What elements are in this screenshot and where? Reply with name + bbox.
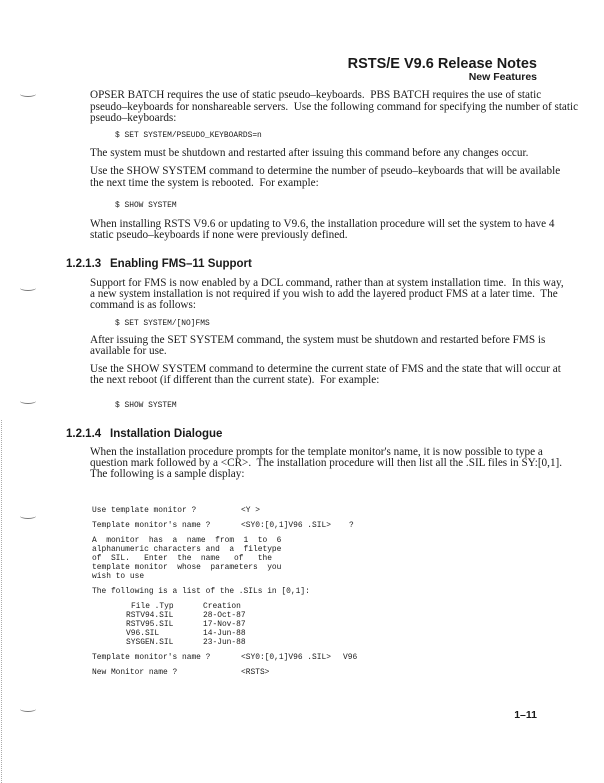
body-text: The system must be shutdown and restarted after issuing this command before any changes occur.: [90, 147, 529, 159]
dialog-answer: V96: [343, 653, 358, 662]
body-text: OPSER BATCH requires the use of static pseudo–keyboards. PBS BATCH requires the use of static: [90, 89, 542, 101]
body-text: question mark followed by a <CR>. The installation procedure will then list all the .SIL files in SY:[0,1].: [90, 457, 563, 469]
body-text: The following is a sample display:: [90, 468, 245, 480]
list-intro: The following is a list of the .SILs in [0,1]:: [92, 587, 310, 596]
binder-hole-mark: [20, 285, 36, 291]
dialog-prompt: Template monitor's name ?: [92, 521, 211, 530]
running-header-subtitle: New Features: [468, 71, 537, 83]
table-cell: 23-Jun-88: [203, 638, 246, 647]
help-text: wish to use: [92, 572, 145, 581]
help-text: alphanumeric characters and a filetype: [92, 545, 282, 554]
table-cell: V96.SIL: [126, 629, 160, 638]
table-header: File .Typ: [131, 602, 174, 611]
binder-hole-mark: [20, 91, 36, 97]
help-text: template monitor whose parameters you: [92, 563, 282, 572]
body-text: After issuing the SET SYSTEM command, the system must be shutdown and restarted before FMS is: [90, 334, 546, 346]
section-heading: Enabling FMS–11 Support: [110, 258, 252, 270]
binder-hole-mark: [20, 706, 36, 712]
help-text: A monitor has a name from 1 to 6: [92, 536, 282, 545]
body-text: pseudo–keyboards for nonshareable servers. Use the following command for specifying the number of static: [90, 101, 579, 113]
dialog-default: <RSTS>: [241, 668, 270, 677]
body-text: Use the SHOW SYSTEM command to determine the current state of FMS and the state that will occur at: [90, 363, 561, 375]
body-text: the next time the system is rebooted. For example:: [90, 177, 319, 189]
body-text: When the installation procedure prompts for the template monitor's name, it is now possible to type a: [90, 446, 543, 458]
page-edge: [1, 420, 2, 783]
body-text: available for use.: [90, 345, 167, 357]
table-cell: SYSGEN.SIL: [126, 638, 174, 647]
running-header-title: RSTS/E V9.6 Release Notes: [347, 56, 537, 72]
section-number: 1.2.1.4: [66, 428, 102, 440]
body-text: command is as follows:: [90, 299, 196, 311]
table-cell: 17-Nov-87: [203, 620, 246, 629]
body-text: When installing RSTS V9.6 or updating to V9.6, the installation procedure will set the system to have 4: [90, 218, 555, 230]
dialog-prompt: Template monitor's name ?: [92, 653, 211, 662]
page-number: 1–11: [514, 709, 537, 721]
body-text: pseudo–keyboards:: [90, 112, 177, 124]
table-cell: 14-Jun-88: [203, 629, 246, 638]
body-text: Use the SHOW SYSTEM command to determine the number of pseudo–keyboards that will be available: [90, 165, 561, 177]
table-cell: RSTV94.SIL: [126, 611, 174, 620]
dialog-default: <SY0:[0,1]V96 .SIL>: [241, 653, 331, 662]
table-header: Creation: [203, 602, 241, 611]
command-example: $ SHOW SYSTEM: [115, 201, 177, 210]
dialog-prompt: New Monitor name ?: [92, 668, 178, 677]
body-text: the next reboot (if different than the current state). For example:: [90, 374, 380, 386]
command-example: $ SET SYSTEM/[NO]FMS: [115, 319, 210, 328]
binder-hole-mark: [20, 398, 36, 404]
body-text: Support for FMS is now enabled by a DCL command, rather than at system installation time. In this way,: [90, 277, 564, 289]
body-text: a new system installation is not required if you wish to add the layered product FMS at a later time. The: [90, 288, 558, 300]
dialog-default: <Y >: [241, 506, 260, 515]
table-cell: 28-Oct-87: [203, 611, 246, 620]
table-cell: RSTV95.SIL: [126, 620, 174, 629]
dialog-prompt: Use template monitor ?: [92, 506, 197, 515]
body-text: static pseudo–keyboards if none were previously defined.: [90, 229, 348, 241]
help-text: of SIL. Enter the name of the: [92, 554, 272, 563]
section-heading: Installation Dialogue: [110, 428, 223, 440]
section-number: 1.2.1.3: [66, 258, 102, 270]
command-example: $ SHOW SYSTEM: [115, 401, 177, 410]
dialog-default: <SY0:[0,1]V96 .SIL>: [241, 521, 331, 530]
command-example: $ SET SYSTEM/PSEUDO_KEYBOARDS=n: [115, 131, 262, 140]
binder-hole-mark: [20, 513, 36, 519]
dialog-answer: ?: [349, 521, 354, 530]
